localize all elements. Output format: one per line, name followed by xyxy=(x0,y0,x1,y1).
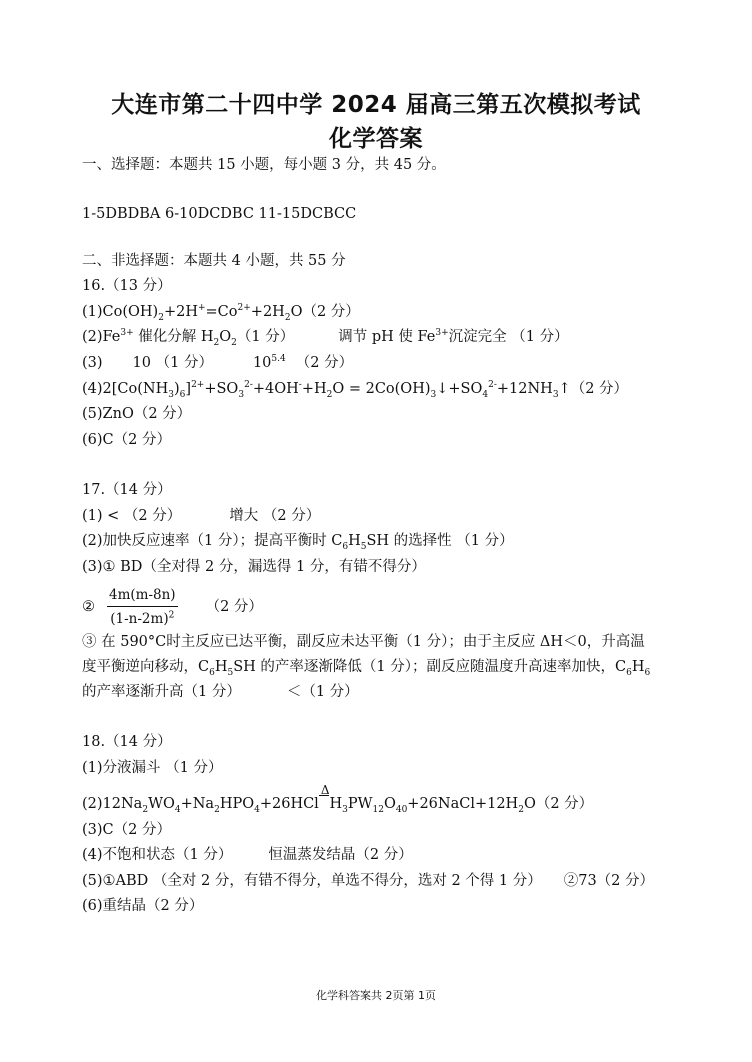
q18-part1: (1)分液漏斗 （1 分） xyxy=(82,760,223,776)
section2-heading: 二、非选择题：本题共 4 小题，共 55 分 xyxy=(82,253,346,269)
q18-part4: (4)不饱和状态（1 分） 恒温蒸发结晶（2 分） xyxy=(82,847,413,863)
exam-title: 大连市第二十四中学 2024 届高三第五次模拟考试 xyxy=(111,92,641,118)
q16-part4: $(4)2[Co(NH_3)_6]^{2+}+SO_3^{2-}+4OH^-+H_2O$ = $2Co(OH)_3↓+SO_4^{2-}+12NH_3↑(2$ 分） xyxy=(82,380,629,400)
q16-part5: (5)ZnO（2 分） xyxy=(82,406,192,422)
q17-part5-line1: ③ 在 590°C时主反应已达平衡，副反应未达平衡（1 分）；由于主反应 ΔH＜0，升高温 xyxy=(82,634,645,650)
q17-part4: ② $\frac{4m(m-8n)}{(1-n-2m)^2}$ （2 分） xyxy=(82,587,263,627)
answer-title: 化学答案 xyxy=(329,126,423,152)
q17-part3: (3)① BD（全对得 2 分，漏选得 1 分，有错不得分） xyxy=(82,559,426,575)
q18-part6: (6)重结晶（2 分） xyxy=(82,898,204,914)
q18-part3: (3)C（2 分） xyxy=(82,822,171,838)
q17-part5-line2: 度平衡逆向移动，$C_6H_5SH$ 的产率逐渐降低（1 分）；副反应随温度升高速率加快，$C_6H_6$ xyxy=(82,659,651,678)
q16-part3: (3) 10 （1 分） $10^{5.4}$ （2 分） xyxy=(82,354,354,371)
section1-heading: 一、选择题：本题共 15 小题，每小题 3 分，共 45 分。 xyxy=(82,157,446,173)
q16-part6: (6)C（2 分） xyxy=(82,432,171,448)
page-footer: 化学科答案共 2页第 1页 xyxy=(316,989,436,1002)
heating-condition: Δ xyxy=(319,794,330,814)
fraction-expression: $\frac{4m(m-8n)}{(1-n-2m)^2}$ xyxy=(109,587,176,627)
q18-header: 18.（14 分） xyxy=(82,734,172,750)
q18-part2: $(2)12Na_2WO_4+Na_2HPO_4+26HCl$ Δ $H_3PW_{12}O_{40}+26NaCl+12H_2O(2$ 分） xyxy=(82,783,594,815)
q17-part2: (2)加快反应速率（1 分）；提高平衡时 $C_6H_5SH$ 的选择性 （1 分） xyxy=(82,533,514,552)
q17-part1: (1) < （2 分） 增大 （2 分） xyxy=(82,508,321,524)
q16-header: 16.（13 分） xyxy=(82,278,172,294)
q16-part2: $(2)Fe^{3+}$ 催化分解 $H_2O_2(1$ 分） 调节 pH 使 $Fe^{3+}$沉淀完全 （1 分） xyxy=(82,328,569,348)
q18-part5: (5)①ABD （全对 2 分，有错不得分，单选不得分，选对 2 个得 1 分） ②73（2 分） xyxy=(82,873,655,889)
mcq-answers: 1-5DBDBA 6-10DCDBC 11-15DCBCC xyxy=(82,206,357,222)
q17-part5-line3: 的产率逐渐升高（1 分） ＜（1 分） xyxy=(82,684,359,700)
q16-part1: $(1)Co(OH)_2+2H^+=Co^{2+}+2H_2O(2$ 分） xyxy=(82,303,360,323)
q17-header: 17.（14 分） xyxy=(82,482,172,498)
